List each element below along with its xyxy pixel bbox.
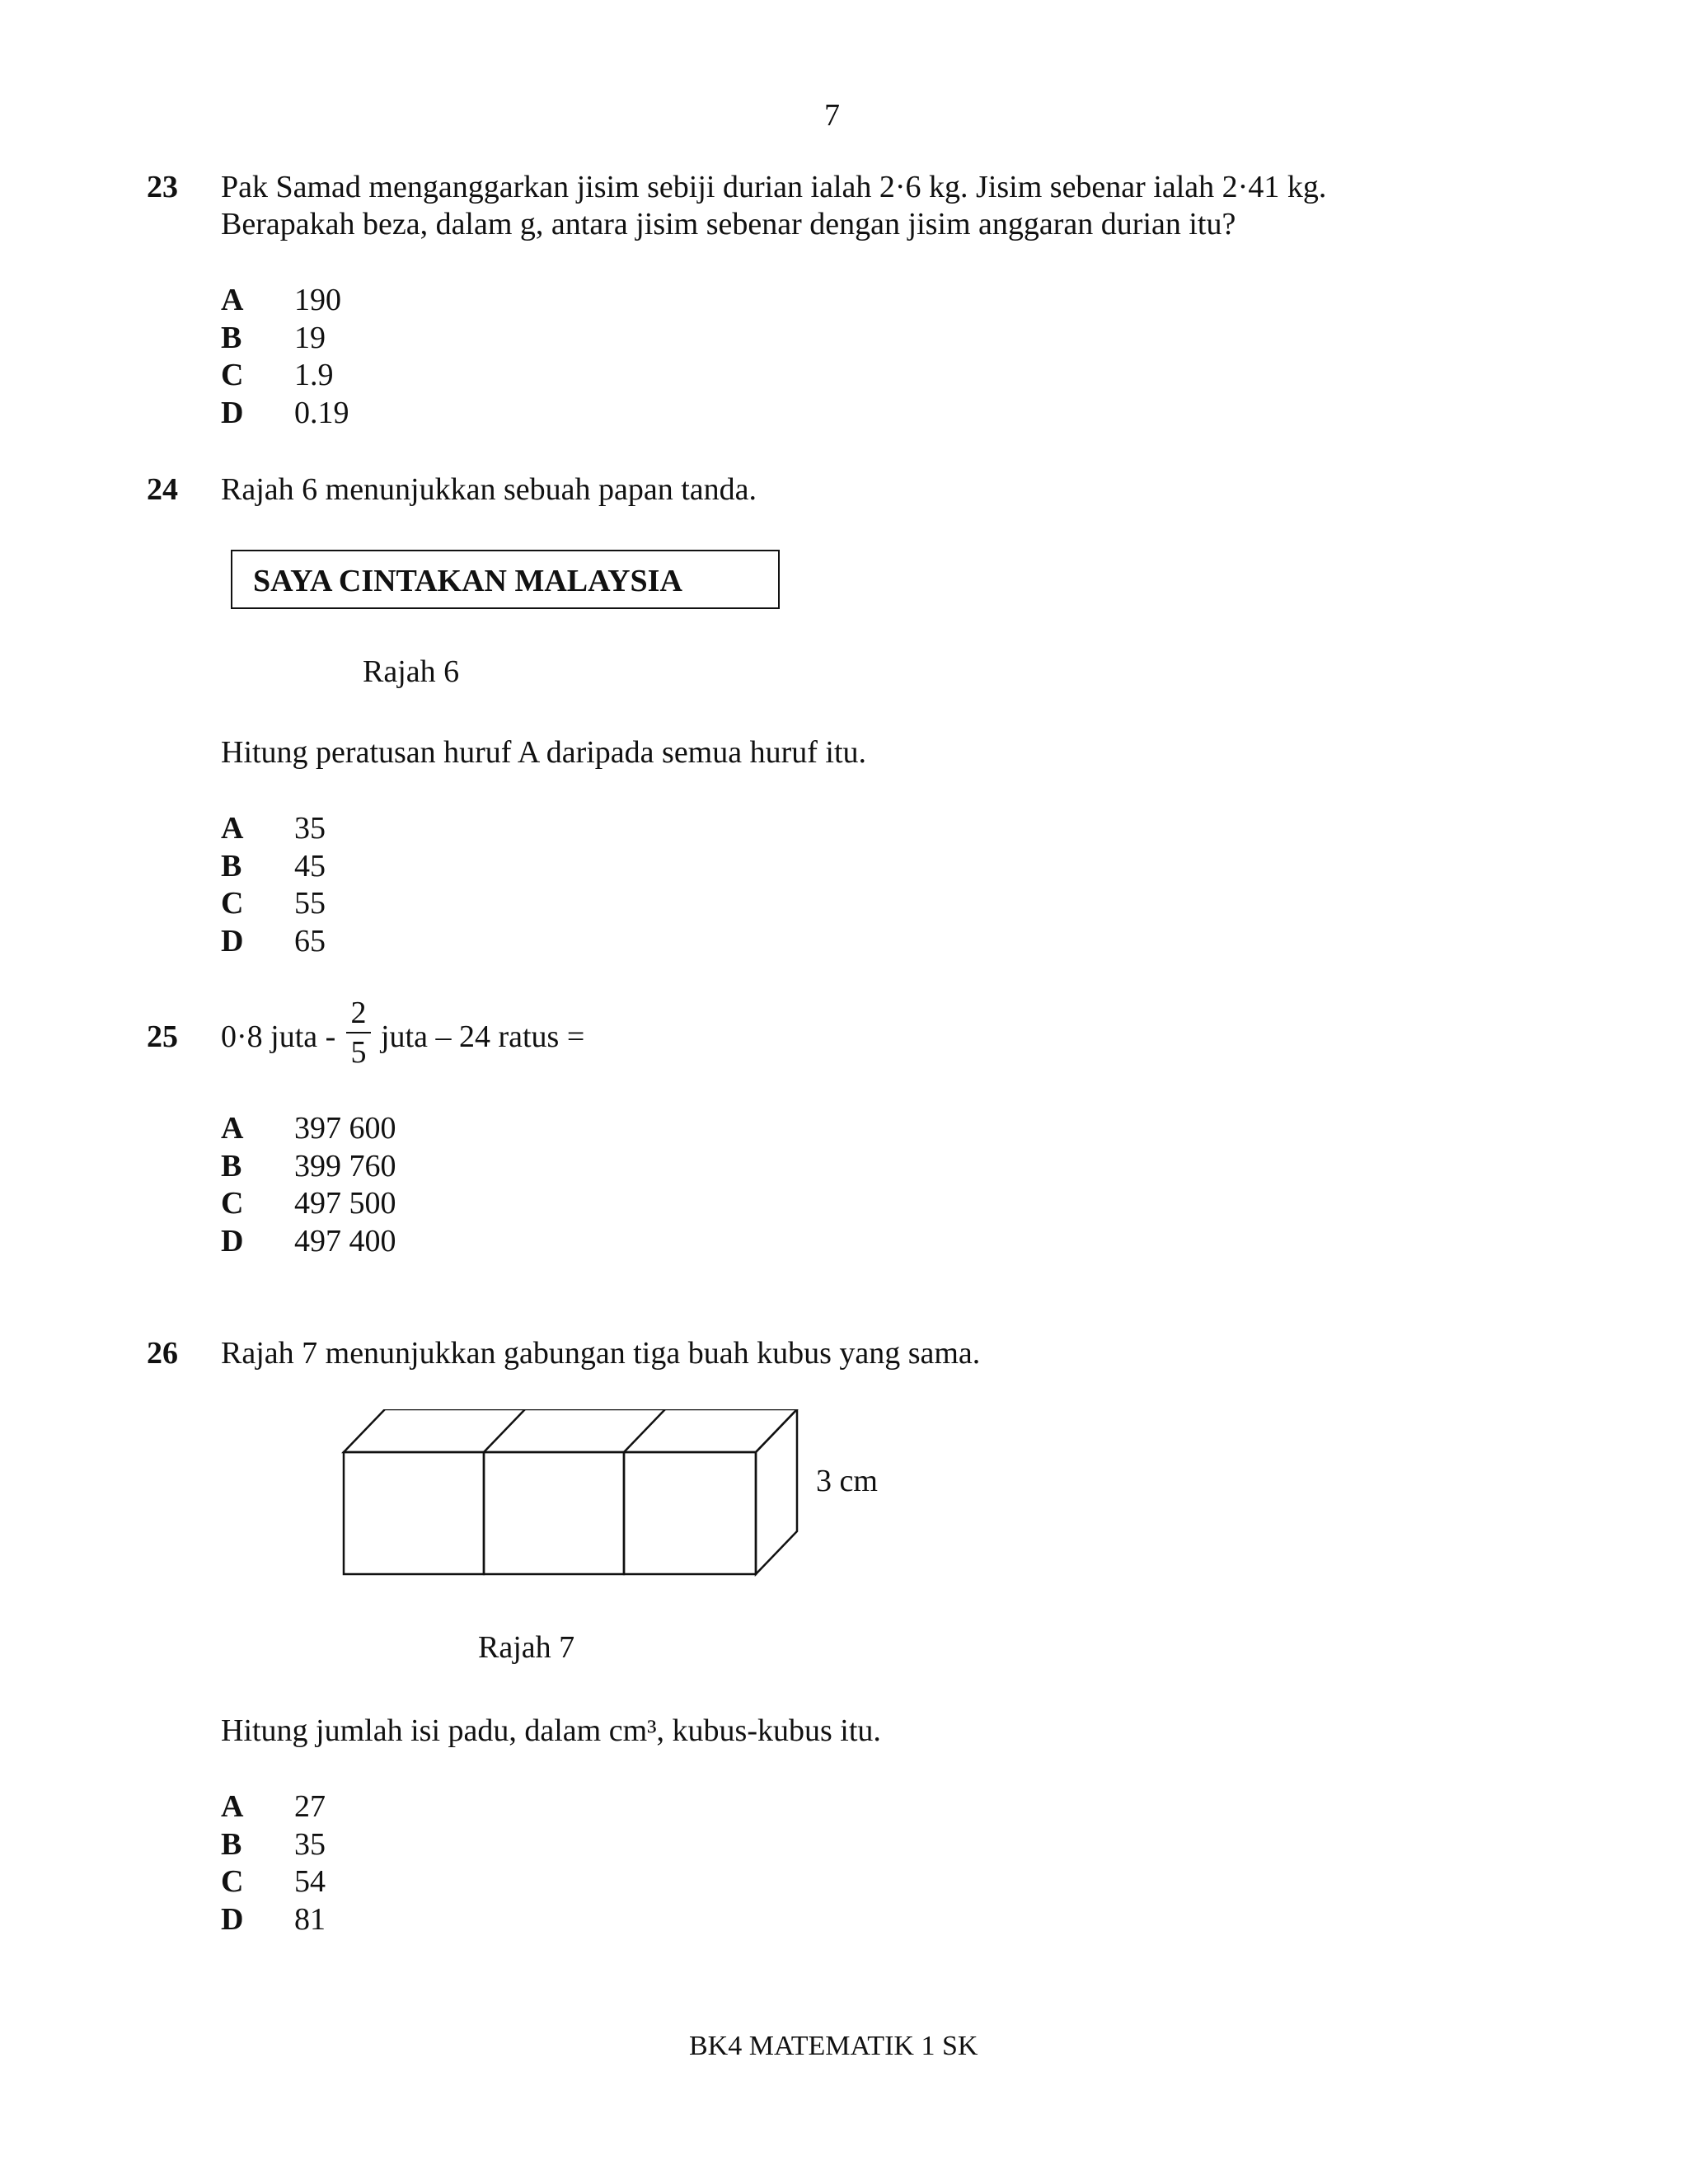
option-value: 1.9 [294,358,334,392]
option-letter: B [221,1827,242,1862]
option-letter: B [221,849,242,883]
prism-side-face [756,1409,797,1574]
figure-caption: Rajah 6 [363,654,460,689]
prism-top-face [344,1409,797,1452]
question-number: 23 [147,170,178,204]
option-letter: A [221,811,244,846]
question-prompt: Hitung peratusan huruf A daripada semua huruf itu. [221,735,867,770]
option-letter: C [221,1186,244,1221]
option-value: 397 600 [294,1111,396,1146]
page-number: 7 [824,98,840,133]
question-text: Rajah 7 menunjukkan gabungan tiga buah kubus yang sama. [221,1336,981,1371]
option-value: 45 [294,849,326,883]
option-letter: A [221,283,244,317]
question-text: Berapakah beza, dalam g, antara jisim sebenar dengan jisim anggaran durian itu? [221,207,1236,241]
option-value: 190 [294,283,341,317]
cube-top-edge [624,1409,665,1452]
option-value: 399 760 [294,1149,396,1183]
option-letter: D [221,1902,244,1937]
question-number: 24 [147,472,178,507]
cube-front-face-1 [344,1452,484,1574]
question-number: 25 [147,1019,178,1054]
fraction-denominator: 5 [350,1035,367,1070]
option-value: 35 [294,811,326,846]
cube-front-face-3 [624,1452,756,1574]
cube-front-face-2 [484,1452,624,1574]
option-value: 65 [294,924,326,958]
option-letter: D [221,924,244,958]
option-value: 497 400 [294,1224,396,1258]
option-letter: B [221,1149,242,1183]
option-value: 27 [294,1789,326,1824]
option-letter: B [221,321,242,355]
option-value: 19 [294,321,326,355]
option-letter: A [221,1111,244,1146]
fraction [345,997,373,1068]
question-text: Pak Samad menganggarkan jisim sebiji durian ialah 2·6 kg. Jisim sebenar ialah 2·41 kg. [221,170,1327,204]
option-letter: C [221,1864,244,1899]
question-prompt: Hitung jumlah isi padu, dalam cm³, kubus-kubus itu. [221,1713,881,1748]
figure-caption: Rajah 7 [478,1630,575,1665]
option-value: 0.19 [294,396,349,430]
option-letter: D [221,396,244,430]
expression-part: juta – 24 ratus = [381,1019,585,1054]
question-text: Rajah 6 menunjukkan sebuah papan tanda. [221,472,757,507]
expression-part: 0·8 juta - [221,1019,336,1054]
option-letter: A [221,1789,244,1824]
dimension-label: 3 cm [816,1464,878,1498]
option-value: 55 [294,886,326,921]
question-number: 26 [147,1336,178,1371]
option-letter: C [221,358,244,392]
signboard: SAYA CINTAKAN MALAYSIA [231,550,780,609]
option-value: 81 [294,1902,326,1937]
option-letter: C [221,886,244,921]
three-cubes-diagram [330,1409,824,1599]
option-value: 497 500 [294,1186,396,1221]
option-letter: D [221,1224,244,1258]
cube-top-edge [484,1409,525,1452]
fraction-numerator: 2 [350,996,367,1030]
page-footer: BK4 MATEMATIK 1 SK [689,2031,978,2061]
option-value: 35 [294,1827,326,1862]
option-value: 54 [294,1864,326,1899]
